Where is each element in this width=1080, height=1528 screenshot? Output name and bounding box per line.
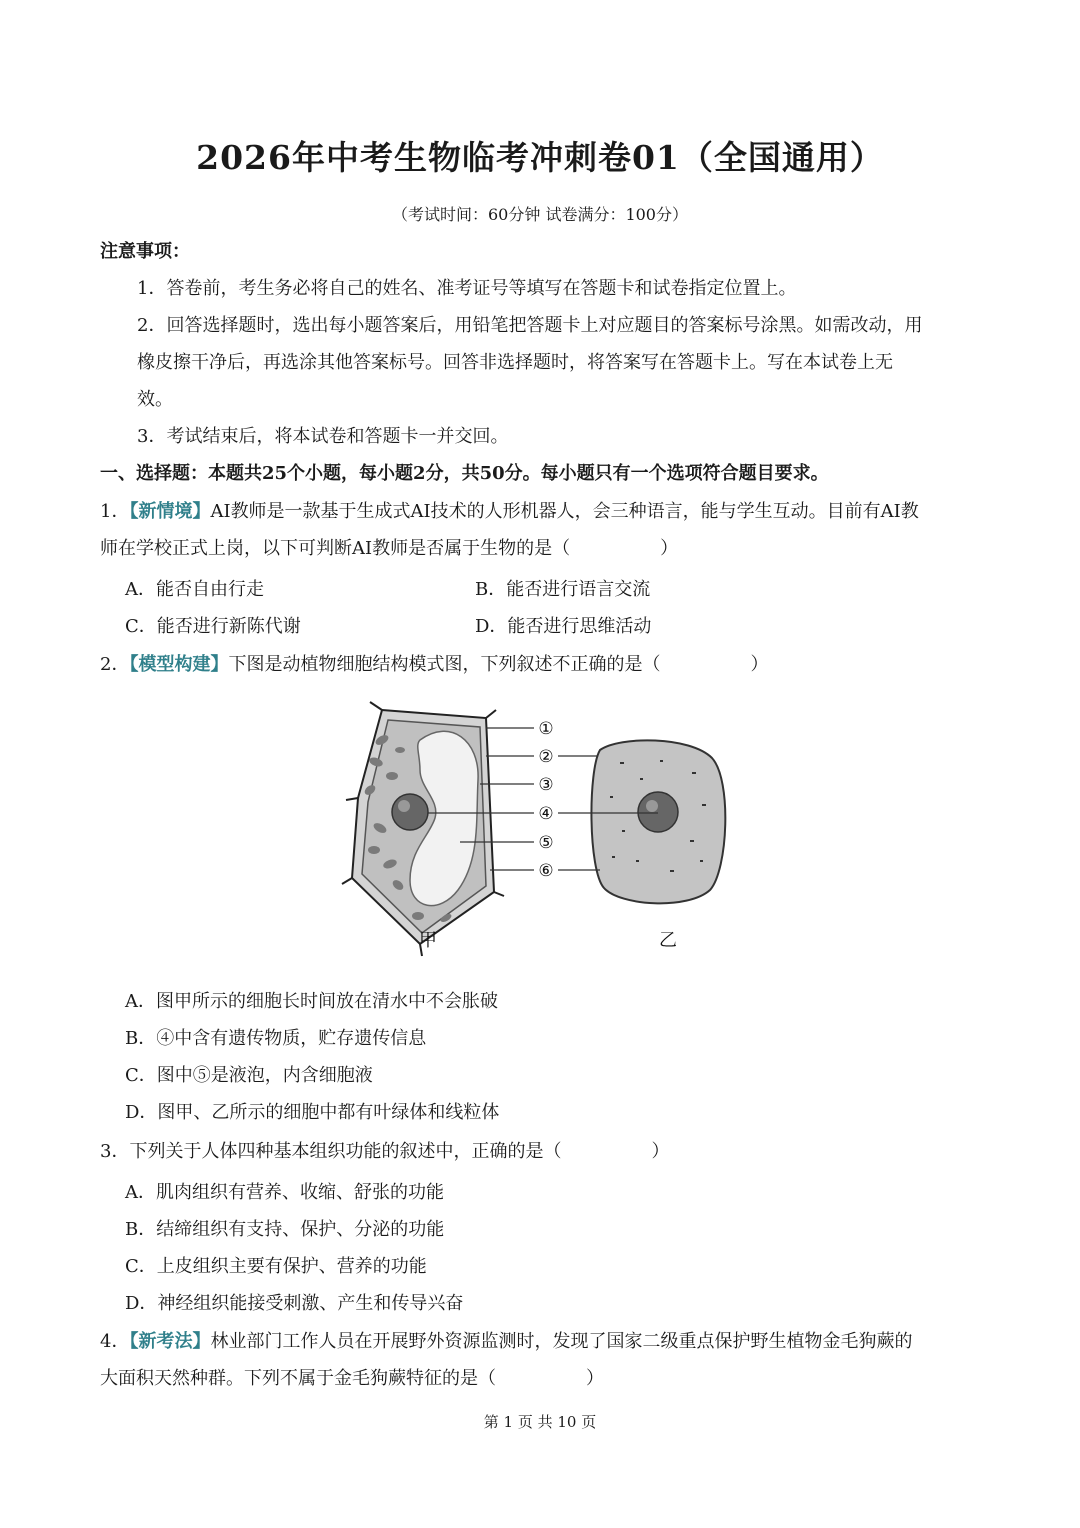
notice-heading: 注意事项： — [100, 241, 190, 262]
option-b: B．能否进行语言交流 — [475, 579, 651, 600]
label-5: ⑤ — [538, 833, 554, 853]
answer-bracket: ） — [586, 1368, 604, 1389]
option-d: D．图甲、乙所示的细胞中都有叶绿体和线粒体 — [125, 1102, 500, 1123]
question-1-line — [100, 500, 919, 524]
cell-a-label: 甲 — [419, 930, 437, 951]
option-a: A．图甲所示的细胞长时间放在清水中不会胀破 — [125, 991, 498, 1012]
question-2-line — [100, 653, 768, 677]
question-tag: 【新考法】 — [129, 1331, 211, 1352]
question-stem: 师在学校正式上岗，以下可判断AI教师是否属于生物的是（ — [100, 538, 571, 559]
section-heading: 一、选择题：本题共25个小题，每小题2分，共50分。每小题只有一个选项符合题目要求。 — [100, 463, 829, 484]
option-c: C．图中⑤是液泡，内含细胞液 — [125, 1065, 373, 1086]
answer-bracket: ） — [750, 654, 769, 675]
question-1-line — [100, 537, 678, 561]
cell-b-label: 乙 — [659, 930, 677, 951]
exam-info: （考试时间：60分钟 试卷满分：100分） — [392, 205, 688, 224]
question-3-line — [100, 1140, 669, 1164]
label-6: ⑥ — [538, 861, 554, 881]
question-tag: 【新情境】 — [129, 501, 211, 522]
question-stem: 大面积天然种群。下列不属于金毛狗蕨特征的是（ — [100, 1368, 496, 1389]
page-title: 2026年中考生物临考冲刺卷01（全国通用） — [196, 138, 884, 177]
notice-item: 1．答卷前，考生务必将自己的姓名、准考证号等填写在答题卡和试卷指定位置上。 — [137, 278, 797, 299]
question-4-line — [100, 1367, 604, 1391]
question-4-line — [100, 1330, 912, 1354]
option-b: B．结缔组织有支持、保护、分泌的功能 — [125, 1219, 445, 1240]
label-3: ③ — [538, 775, 554, 795]
label-1: ① — [538, 719, 554, 739]
option-a: A．肌肉组织有营养、收缩、舒张的功能 — [125, 1182, 444, 1203]
notice-item: 3．考试结束后，将本试卷和答题卡一并交回。 — [137, 426, 509, 447]
question-stem: 下图是动植物细胞结构模式图，下列叙述不正确的是（ — [228, 654, 661, 675]
option-b: B．④中含有遗传物质，贮存遗传信息 — [125, 1028, 427, 1049]
answer-bracket: ） — [651, 1141, 670, 1162]
option-c: C．能否进行新陈代谢 — [125, 616, 301, 637]
question-stem: 3．下列关于人体四种基本组织功能的叙述中，正确的是（ — [100, 1141, 562, 1162]
question-number: 1． — [100, 501, 130, 522]
plant-cell — [342, 702, 504, 956]
question-stem: 林业部门工作人员在开展野外资源监测时，发现了国家二级重点保护野生植物金毛狗蕨的 — [210, 1331, 913, 1352]
answer-bracket: ） — [660, 538, 679, 559]
animal-cell — [591, 740, 725, 903]
label-4: ④ — [538, 804, 554, 824]
notice-item: 2．回答选择题时，选出每小题答案后，用铅笔把答题卡上对应题目的答案标号涂黑。如需改动，用 — [137, 315, 923, 336]
option-d: D．神经组织能接受刺激、产生和传导兴奋 — [125, 1293, 464, 1314]
option-a: A．能否自由行走 — [125, 579, 264, 600]
question-stem: AI教师是一款基于生成式AI技术的人形机器人，会三种语言，能与学生互动。目前有AI教 — [210, 501, 919, 522]
label-2: ② — [538, 747, 554, 767]
notice-item: 橡皮擦干净后，再选涂其他答案标号。回答非选择题时，将答案写在答题卡上。写在本试卷上无 — [137, 352, 893, 373]
question-number: 4． — [100, 1331, 130, 1352]
question-tag: 【模型构建】 — [129, 654, 229, 675]
notice-item: 效。 — [137, 389, 173, 410]
option-d: D．能否进行思维活动 — [475, 616, 652, 637]
page-number: 第 1 页 共 10 页 — [483, 1413, 597, 1431]
cell-structure-diagram — [340, 700, 740, 960]
question-number: 2． — [100, 654, 130, 675]
option-c: C．上皮组织主要有保护、营养的功能 — [125, 1256, 427, 1277]
